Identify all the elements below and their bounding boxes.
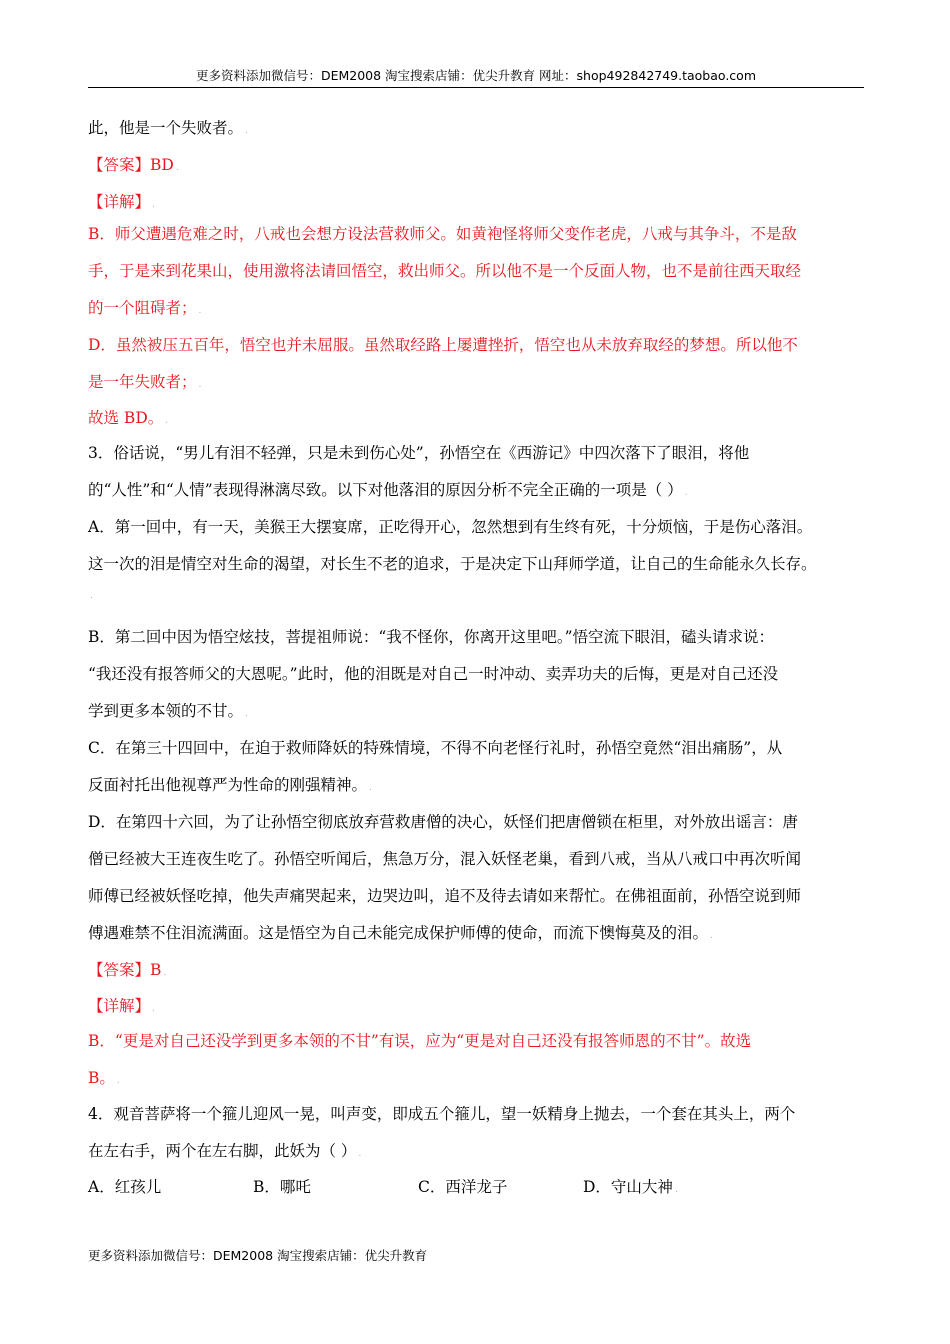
- text-line: 此，他是一个失败者。 .: [88, 119, 248, 137]
- option-a-line: A．第一回中，有一天，美猴王大摆宴席，正吃得开心，忽然想到有生终有死，十分烦恼，于是伤心落泪。: [88, 518, 813, 536]
- header-rule: [88, 87, 864, 88]
- option-b-line: “我还没有报答师父的大恩呢。”此时，他的泪既是对自己一时冲动、卖弄功夫的后悔，更是对自己还没: [88, 665, 779, 683]
- detail-line: D．虽然被压五百年，悟空也并未屈服。虽然取经路上屡遭挫折，悟空也从未放弃取经的梦想。所以他不: [88, 336, 798, 354]
- option-c-line: C．在第三十四回中，在迫于救师降妖的特殊情境，不得不向老怪行礼时，孙悟空竟然“泪出痛肠”，从: [88, 739, 783, 757]
- detail-line: B。 .: [88, 1069, 120, 1087]
- option-a: A．红孩儿: [88, 1178, 162, 1196]
- answer-label: 【答案】B .: [88, 961, 167, 979]
- question-3-line: 的“人性”和“人情”表现得淋漓尽致。以下对他落泪的原因分析不完全正确的一项是（ ） .: [88, 481, 688, 499]
- option-c-line: 反面衬托出他视尊严为性命的刚强精神。 .: [88, 776, 372, 794]
- answer-label: 【答案】BD .: [88, 156, 179, 174]
- question-3-line: 3．俗话说，“男儿有泪不轻弹，只是未到伤心处”，孙悟空在《西游记》中四次落下了眼泪，将他: [88, 444, 750, 462]
- conclusion-line: 故选 BD。 .: [88, 409, 169, 427]
- detail-line: 是一年失败者； .: [88, 373, 202, 391]
- detail-line: B．“更是对自己还没学到更多本领的不甘”有误，应为“更是对自己还没有报答师恩的不甘”。故选: [88, 1032, 752, 1050]
- option-d-line: D．在第四十六回，为了让孙悟空彻底放弃营救唐僧的决心，妖怪们把唐僧锁在柜里，对外放出谣言：唐: [88, 813, 798, 831]
- detail-line: 的一个阻碍者； .: [88, 299, 202, 317]
- option-a-line: 这一次的泪是情空对生命的渴望，对长生不老的追求，于是决定下山拜师学道，让自己的生命能永久长存。: [88, 555, 817, 573]
- detail-line: B．师父遭遇危难之时，八戒也会想方设法营救师父。如黄袍怪将师父变作老虎，八戒与其争斗，不是敌: [88, 225, 797, 243]
- detail-label: 【详解】 .: [88, 997, 155, 1015]
- option-c: C．西洋龙子: [418, 1178, 508, 1196]
- page-footer: 更多资料添加微信号：DEM2008 淘宝搜索店铺：优尖升教育: [88, 1248, 428, 1263]
- question-4-options: A．红孩儿 B．哪吒 C．西洋龙子 D．守山大神 .: [88, 1178, 678, 1196]
- option-b: B．哪吒: [253, 1178, 311, 1196]
- paragraph-mark: .: [90, 591, 93, 601]
- option-d-line: 师傅已经被妖怪吃掉，他失声痛哭起来，边哭边叫，追不及待去请如来帮忙。在佛祖面前，孙悟空说到师: [88, 887, 802, 905]
- option-b-line: B．第二回中因为悟空炫技，菩提祖师说：“我不怪你，你离开这里吧。”悟空流下眼泪，磕头请求说：: [88, 628, 774, 646]
- detail-label: 【详解】 .: [88, 193, 155, 211]
- option-d: D．守山大神: [583, 1178, 673, 1196]
- detail-line: 手，于是来到花果山，使用激将法请回悟空，救出师父。所以他不是一个反面人物，也不是前往西天取经: [88, 262, 802, 280]
- question-4-line: 在左右手，两个在左右脚，此妖为（ ） .: [88, 1142, 362, 1160]
- question-4-line: 4．观音菩萨将一个箍儿迎风一晃，叫声变，即成五个箍儿，望一妖精身上抛去，一个套在其头上，两个: [88, 1105, 796, 1123]
- option-d-line: 僧已经被大王连夜生吃了。孙悟空听闻后，焦急万分，混入妖怪老巢，看到八戒，当从八戒口中再次听闻: [88, 850, 802, 868]
- option-d-line: 傅遇难禁不住泪流满面。这是悟空为自己未能完成保护师傅的使命，而流下懊悔莫及的泪。 .: [88, 924, 713, 942]
- page-header: 更多资料添加微信号：DEM2008 淘宝搜索店铺：优尖升教育 网址：shop492842749.taobao.com: [195, 68, 757, 83]
- option-b-line: 学到更多本领的不甘。 .: [88, 702, 248, 720]
